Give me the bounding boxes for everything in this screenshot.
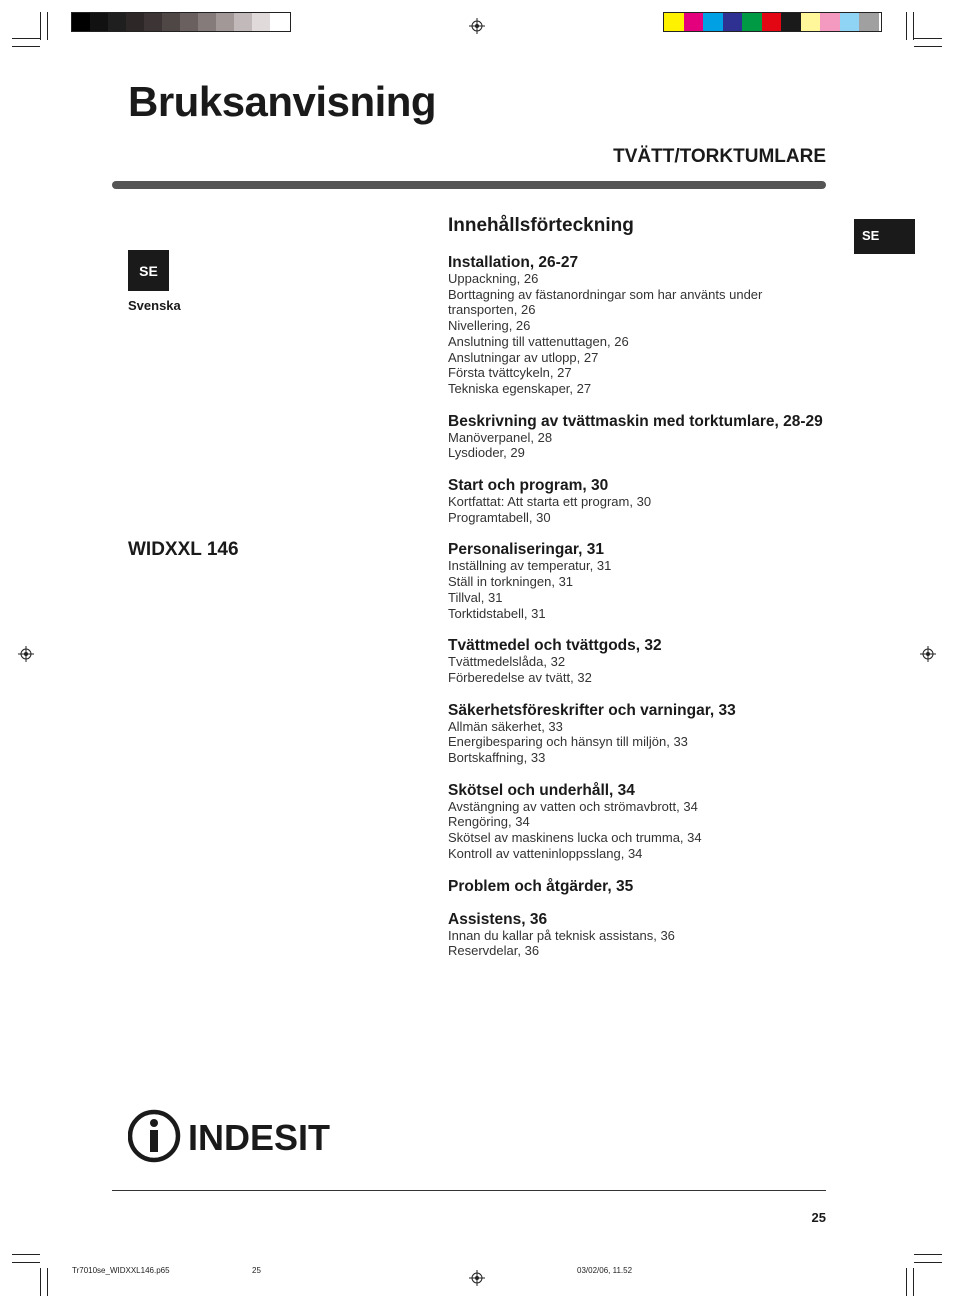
color-calibration-bar	[663, 12, 882, 32]
toc-section	[448, 911, 828, 959]
page-title: Bruksanvisning	[128, 78, 437, 125]
toc-heading: Innehållsförteckning	[448, 215, 634, 236]
calibration-swatch	[144, 13, 162, 31]
indesit-i-logo-icon	[128, 1108, 333, 1164]
slug-filename: Tr7010se_WIDXXL146.p65	[72, 1266, 170, 1275]
toc-item: Energibesparing och hänsyn till miljön, 33	[448, 734, 688, 750]
language-tab: SE	[854, 219, 915, 254]
toc-item: Uppackning, 26	[448, 271, 539, 286]
calibration-swatch	[742, 13, 762, 31]
registration-mark-icon	[469, 1270, 485, 1286]
toc-section-title: Installation, 26-27	[448, 254, 579, 271]
toc-section-title: Skötsel och underhåll, 34	[448, 781, 635, 799]
calibration-swatch	[762, 13, 782, 31]
slug-date: 03/02/06, 11.52	[577, 1266, 633, 1275]
toc-item: Första tvättcykeln, 27	[448, 365, 572, 381]
model-name: WIDXXL 146	[128, 539, 239, 560]
toc-item: Allmän säkerhet, 33	[448, 718, 563, 734]
toc-item: Nivellering, 26	[448, 318, 531, 334]
calibration-swatch	[198, 13, 216, 31]
calibration-swatch	[180, 13, 198, 31]
toc-item: Reservdelar, 36	[448, 943, 540, 959]
registration-mark-icon	[920, 646, 936, 662]
footer-divider	[112, 1190, 826, 1191]
toc-item: Anslutning till vattenuttagen, 26	[448, 333, 629, 349]
toc-section-title: Beskrivning av tvättmaskin med torktumlare, 28-29	[448, 412, 823, 430]
toc-item: Tekniska egenskaper, 27	[448, 380, 592, 396]
calibration-swatch	[684, 13, 704, 31]
toc-section-title: Problem och åtgärder, 35	[448, 877, 634, 895]
toc-section-title: Tvättmedel och tvättgods, 32	[448, 637, 662, 655]
calibration-swatch	[840, 13, 860, 31]
calibration-swatch	[126, 13, 144, 31]
toc-item: Förberedelse av tvätt, 32	[448, 669, 592, 685]
toc-item: Lysdioder, 29	[448, 445, 525, 461]
toc-section	[448, 637, 828, 685]
calibration-swatch	[90, 13, 108, 31]
toc-sections	[448, 254, 828, 959]
calibration-swatch	[162, 13, 180, 31]
toc-section-title: Assistens, 36	[448, 910, 548, 928]
language-name: Svenska	[128, 298, 181, 313]
calibration-swatch	[72, 13, 90, 31]
toc-section-title: Säkerhetsföreskrifter och varningar, 33	[448, 701, 736, 719]
calibration-swatch	[108, 13, 126, 31]
registration-mark-icon	[18, 646, 34, 662]
toc-item: Manöverpanel, 28	[448, 429, 553, 445]
calibration-swatch	[252, 13, 270, 31]
toc-item: Skötsel av maskinens lucka och trumma, 34	[448, 830, 702, 846]
toc-item: Torktidstabell, 31	[448, 605, 546, 621]
toc-item: Programtabell, 30	[448, 509, 551, 525]
toc-section	[448, 413, 828, 461]
calibration-swatch	[820, 13, 840, 31]
calibration-swatch	[723, 13, 743, 31]
logo-wordmark: INDESIT	[188, 1117, 331, 1158]
calibration-swatch	[781, 13, 801, 31]
page-number: 25	[811, 1210, 826, 1225]
toc-item: Inställning av temperatur, 31	[448, 558, 612, 574]
toc-section	[448, 782, 828, 862]
toc-section	[448, 878, 828, 895]
calibration-swatch	[801, 13, 821, 31]
toc-section	[448, 477, 828, 525]
toc-item: Innan du kallar på teknisk assistans, 36	[448, 927, 675, 943]
table-of-contents	[448, 214, 828, 975]
toc-section	[448, 254, 828, 397]
language-badge: SE	[128, 250, 169, 291]
calibration-swatch	[703, 13, 723, 31]
toc-item: Kontroll av vatteninloppsslang, 34	[448, 845, 643, 861]
toc-item: Ställ in torkningen, 31	[448, 574, 574, 590]
calibration-swatch	[234, 13, 252, 31]
grayscale-calibration-bar	[71, 12, 291, 32]
calibration-swatch	[216, 13, 234, 31]
toc-section-title: Personaliseringar, 31	[448, 541, 604, 559]
toc-section	[448, 541, 828, 621]
calibration-swatch	[270, 13, 288, 31]
toc-item: Rengöring, 34	[448, 814, 530, 830]
toc-item: Borttagning av fästanordningar som har använts under transporten, 26	[448, 286, 763, 318]
toc-item: Anslutningar av utlopp, 27	[448, 349, 599, 365]
registration-mark-icon	[469, 18, 485, 34]
indesit-logo	[128, 1108, 333, 1164]
toc-item: Kortfattat: Att starta ett program, 30	[448, 494, 652, 510]
calibration-swatch	[664, 13, 684, 31]
toc-item: Avstängning av vatten och strömavbrott, 34	[448, 798, 698, 814]
toc-section-title: Start och program, 30	[448, 477, 609, 495]
header-divider	[112, 181, 826, 189]
product-type-subtitle: TVÄTT/TORKTUMLARE	[613, 146, 826, 167]
toc-item: Tvättmedelslåda, 32	[448, 654, 566, 670]
slug-page: 25	[252, 1266, 261, 1275]
toc-item: Tillval, 31	[448, 589, 503, 605]
toc-section	[448, 702, 828, 766]
calibration-swatch	[859, 13, 879, 31]
toc-item: Bortskaffning, 33	[448, 750, 546, 766]
